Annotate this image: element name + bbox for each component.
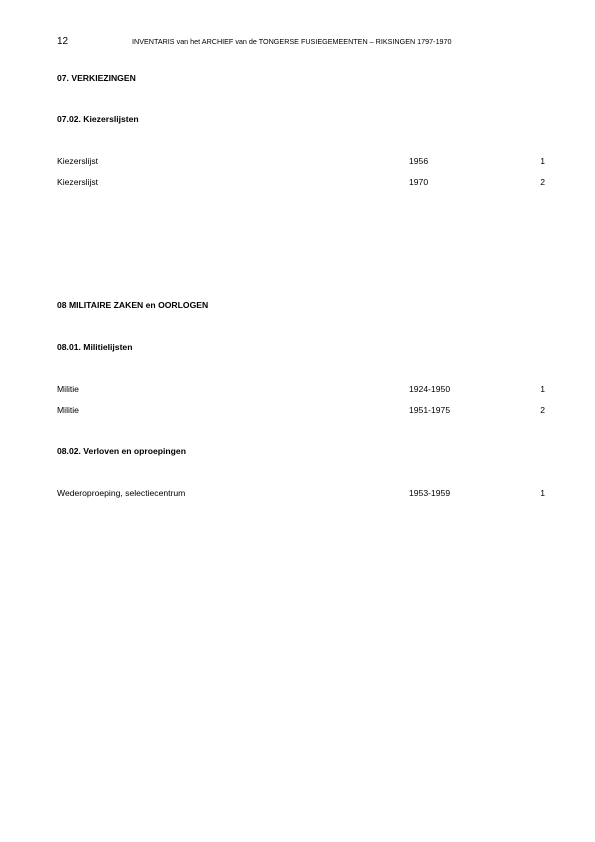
inventory-row	[57, 405, 547, 417]
row-period: 1951-1975	[409, 405, 451, 415]
inventory-row	[57, 384, 547, 396]
running-header-title: INVENTARIS van het ARCHIEF van de TONGERSE FUSIEGEMEENTEN – RIKSINGEN 1797-1970	[132, 37, 452, 46]
row-period: 1924-1950	[409, 384, 451, 394]
row-number: 2	[540, 405, 545, 415]
row-description: Kiezerslijst	[57, 156, 99, 166]
subsection-heading-verloven: 08.02. Verloven en oproepingen	[57, 446, 186, 456]
inventory-row	[57, 177, 547, 189]
row-period: 1953-1959	[409, 488, 451, 498]
row-period: 1956	[409, 156, 429, 166]
subsection-heading-militielijsten: 08.01. Militielijsten	[57, 342, 133, 352]
row-description: Militie	[57, 405, 79, 415]
row-description: Wederoproeping, selectiecentrum	[57, 488, 186, 498]
inventory-row	[57, 156, 547, 168]
inventory-row	[57, 488, 547, 500]
subsection-heading-kiezerslijsten: 07.02. Kiezerslijsten	[57, 114, 139, 124]
row-number: 2	[540, 177, 545, 187]
row-description: Militie	[57, 384, 79, 394]
section-heading-verkiezingen: 07. VERKIEZINGEN	[57, 73, 136, 83]
row-number: 1	[540, 156, 545, 166]
row-description: Kiezerslijst	[57, 177, 99, 187]
page-number: 12	[57, 36, 69, 47]
row-period: 1970	[409, 177, 429, 187]
row-number: 1	[540, 488, 545, 498]
section-heading-militaire-zaken: 08 MILITAIRE ZAKEN en OORLOGEN	[57, 300, 209, 310]
row-number: 1	[540, 384, 545, 394]
